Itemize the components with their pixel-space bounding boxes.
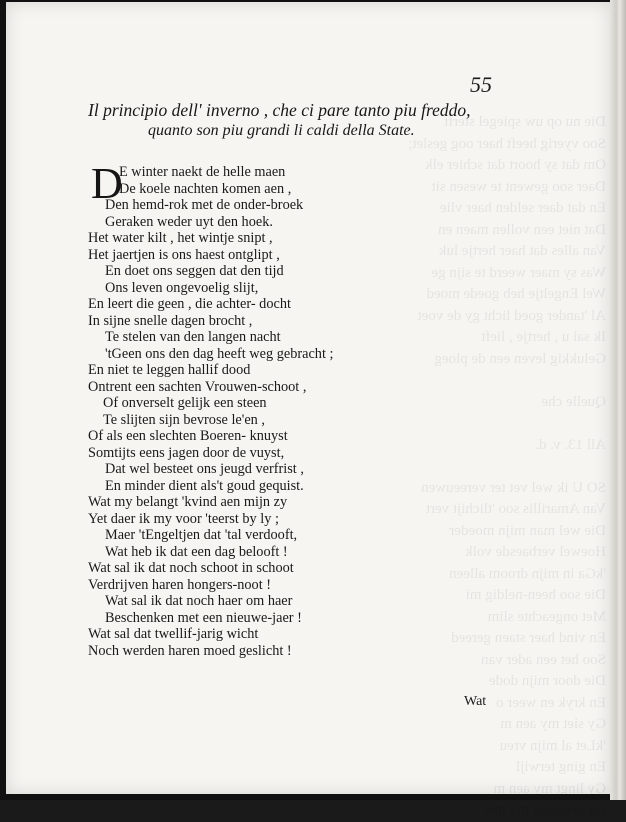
page-edge xyxy=(610,0,626,800)
poem xyxy=(88,159,468,659)
poem-line: Somtijts eens jagen door de vuyst, xyxy=(88,444,285,461)
poem-line: Het water kilt , het wintje snipt , xyxy=(88,230,273,246)
poem-line: Wat sal ik dat noch schoot in schoot xyxy=(88,560,294,576)
poem-line: En leert die geen , die achter- docht xyxy=(88,296,291,312)
poem-line: Ons leven ongevoelig slijt, xyxy=(105,279,259,296)
poem-line: En minder dient als't goud gequist. xyxy=(105,477,304,494)
heading-line-2: quanto son piu grandi li caldi della State. xyxy=(148,122,415,139)
poem-line: Of als een slechten Boeren- knuyst xyxy=(88,428,288,444)
poem-line: Wat heb ik dat een dag belooft ! xyxy=(105,543,288,560)
poem-line: Wat sal ik dat noch haer om haer xyxy=(105,593,293,609)
poem-line: Te slijten sijn bevrose le'en , xyxy=(103,411,265,428)
poem-line: Het jaertjen is ons haest ontglipt , xyxy=(88,246,280,263)
poem-line: De koele nachten komen aen , xyxy=(119,180,292,197)
poem-line: In sijne snelle dagen brocht , xyxy=(88,312,253,329)
poem-line: E winter naekt de helle maen xyxy=(119,164,286,180)
poem-line: Dat wel besteet ons jeugd verfrist , xyxy=(105,461,304,477)
catchword: Wat xyxy=(464,694,487,709)
poem-line: Wat my belangt 'kvind aen mijn zy xyxy=(88,494,288,510)
poem-line: Den hemd-rok met de onder-broek xyxy=(105,197,304,213)
poem-line: Yet daer ik my voor 'teerst by ly ; xyxy=(88,510,279,527)
poem-line: En niet te leggen hallif dood xyxy=(88,362,251,378)
bleed-through-text: Die nu op uw spiegel sterft Soo vyerig heeft haer oog geslet; Om dat sy hoort dat schier elk Daer soo gewent te wesen sit En dat daer selden haer vlie Dat niet een vollen maen en Van alles dat haer hertje luk Was sy maer weerd te sijn ge Wel Engeltje heb goede moed Al 'tander goed licht gy de voet Ik sal u , hertje , lieft Gelukkig leven een de ploeg Quelle che All 13. v. d. SO U ik wel vet ter vereeuwen Van Amarillis soo 'tlichijt vert Die wel man mijn moeder Hoewel verbaesde volk 'kGa in mijn droom alleen Die soo heen-neldig mi Met ongeachte slim En vind haer staen gereed Soo het een ader van Die door mijn dode En kryk en weer o Gy siet my aen m 'kLet al mijn vreu En ging terwijl Gy lingt my aen m En overgoot my met xyxy=(408,114,606,818)
poem-line: Geraken weder uyt den hoek. xyxy=(105,213,273,230)
poem-line: Ontrent een sachten Vrouwen-schoot , xyxy=(88,378,307,395)
poem-line: Verdrijven haren hongers-noot ! xyxy=(88,576,272,593)
poem-line: Beschenken met een nieuwe-jaer ! xyxy=(105,609,302,626)
poem-line: 'tGeen ons den dag heeft weg gebracht ; xyxy=(105,345,334,362)
poem-line: Maer 'tEngeltjen dat 'tal verdooft, xyxy=(105,527,298,543)
poem-line: Of onverselt gelijk een steen xyxy=(103,395,267,411)
poem-line: Noch werden haren moed geslicht ! xyxy=(88,642,292,659)
poem-line: En doet ons seggen dat den tijd xyxy=(105,263,284,279)
drop-capital: D xyxy=(91,159,123,208)
heading-line-1: Il principio dell' inverno , che ci pare tanto piu freddo, xyxy=(88,100,471,120)
poem-line: Te stelen van den langen nacht xyxy=(105,329,281,345)
page-number: 55 xyxy=(470,72,492,97)
poem-line: Wat sal dat twellif-jarig wicht xyxy=(88,626,259,642)
